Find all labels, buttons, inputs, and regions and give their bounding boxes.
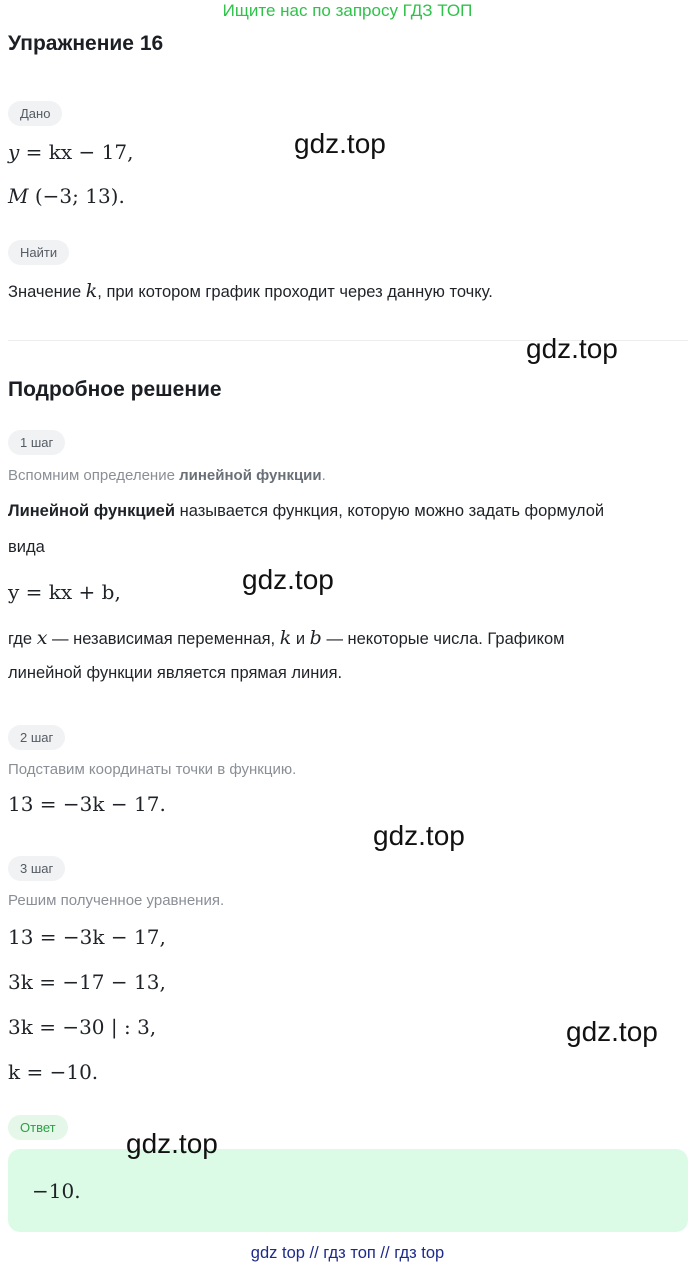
step1-explain-and: и <box>295 630 306 648</box>
watermark: gdz.top <box>526 333 618 364</box>
step3-line4: k = −10. <box>8 1060 99 1084</box>
step2-badge: 2 шаг <box>8 725 65 750</box>
step3-line2: 3k = −17 − 13, <box>8 970 166 994</box>
step1-formula: y = kx + b, <box>8 580 121 604</box>
step2-hint: Подставим координаты точки в функцию. <box>8 761 297 778</box>
step1-definition-line2: вида <box>8 538 45 556</box>
step1-def-bold: Линейной функцией <box>8 502 176 520</box>
given-point-coords: (−3; 13). <box>34 184 125 208</box>
watermark: gdz.top <box>126 1128 218 1159</box>
footer-link-gdz-top[interactable]: gdz top <box>250 1244 305 1262</box>
step3-line1: 13 = −3k − 17, <box>8 925 166 949</box>
given-point-name: M <box>8 184 29 208</box>
search-hint-link[interactable]: Ищите нас по запросу ГДЗ ТОП <box>222 1 473 20</box>
given-equation <box>8 140 133 164</box>
page-title: Упражнение 16 <box>8 32 164 55</box>
find-text <box>8 280 493 302</box>
step1-hint-bold: линейной функции <box>179 467 322 484</box>
step1-explain-x: x <box>36 627 48 649</box>
step1-hint <box>8 467 326 484</box>
step1-explain-k: k <box>279 627 292 649</box>
find-badge: Найти <box>8 240 69 265</box>
step3-line3: 3k = −30 | : 3, <box>8 1015 157 1039</box>
step1-explain-b: b <box>309 627 322 649</box>
answer-value: −10. <box>32 1179 81 1203</box>
find-suffix: , при котором график проходит через данную точку. <box>97 283 493 301</box>
step1-def-rest: называется функция, которую можно задать формулой <box>179 502 605 520</box>
watermark: gdz.top <box>294 128 386 159</box>
given-eq-rest: = kx − 17, <box>25 140 134 164</box>
footer-separator: // <box>380 1244 390 1262</box>
watermark: gdz.top <box>566 1016 658 1047</box>
find-var: k <box>85 280 98 302</box>
given-badge: Дано <box>8 101 62 126</box>
footer-separator: // <box>309 1244 319 1262</box>
find-prefix: Значение <box>8 283 82 301</box>
watermark: gdz.top <box>373 820 465 851</box>
step1-badge: 1 шаг <box>8 430 65 455</box>
step1-explanation-line2: линейной функции является прямая линия. <box>8 664 343 682</box>
step1-hint-prefix: Вспомним определение <box>8 467 175 484</box>
footer-links <box>0 1244 695 1263</box>
watermark: gdz.top <box>242 564 334 595</box>
footer-link-gdz-top-ru[interactable]: гдз топ <box>323 1244 376 1262</box>
step3-hint: Решим полученное уравнения. <box>8 892 225 909</box>
given-point <box>8 184 125 208</box>
step1-explain-p1: где <box>8 630 33 648</box>
given-eq-y: y <box>8 140 20 164</box>
step1-hint-suffix: . <box>321 467 326 484</box>
footer-link-gdz-top-mixed[interactable]: гдз top <box>394 1244 445 1262</box>
answer-box <box>8 1149 688 1232</box>
answer-badge: Ответ <box>8 1115 68 1140</box>
step1-definition <box>8 502 604 521</box>
step1-explanation <box>8 627 565 649</box>
solution-title: Подробное решение <box>8 378 222 401</box>
step3-badge: 3 шаг <box>8 856 65 881</box>
step1-explain-p2: — независимая переменная, <box>52 630 276 648</box>
step2-formula: 13 = −3k − 17. <box>8 792 166 816</box>
step1-explain-p3: — некоторые числа. Графиком <box>326 630 565 648</box>
